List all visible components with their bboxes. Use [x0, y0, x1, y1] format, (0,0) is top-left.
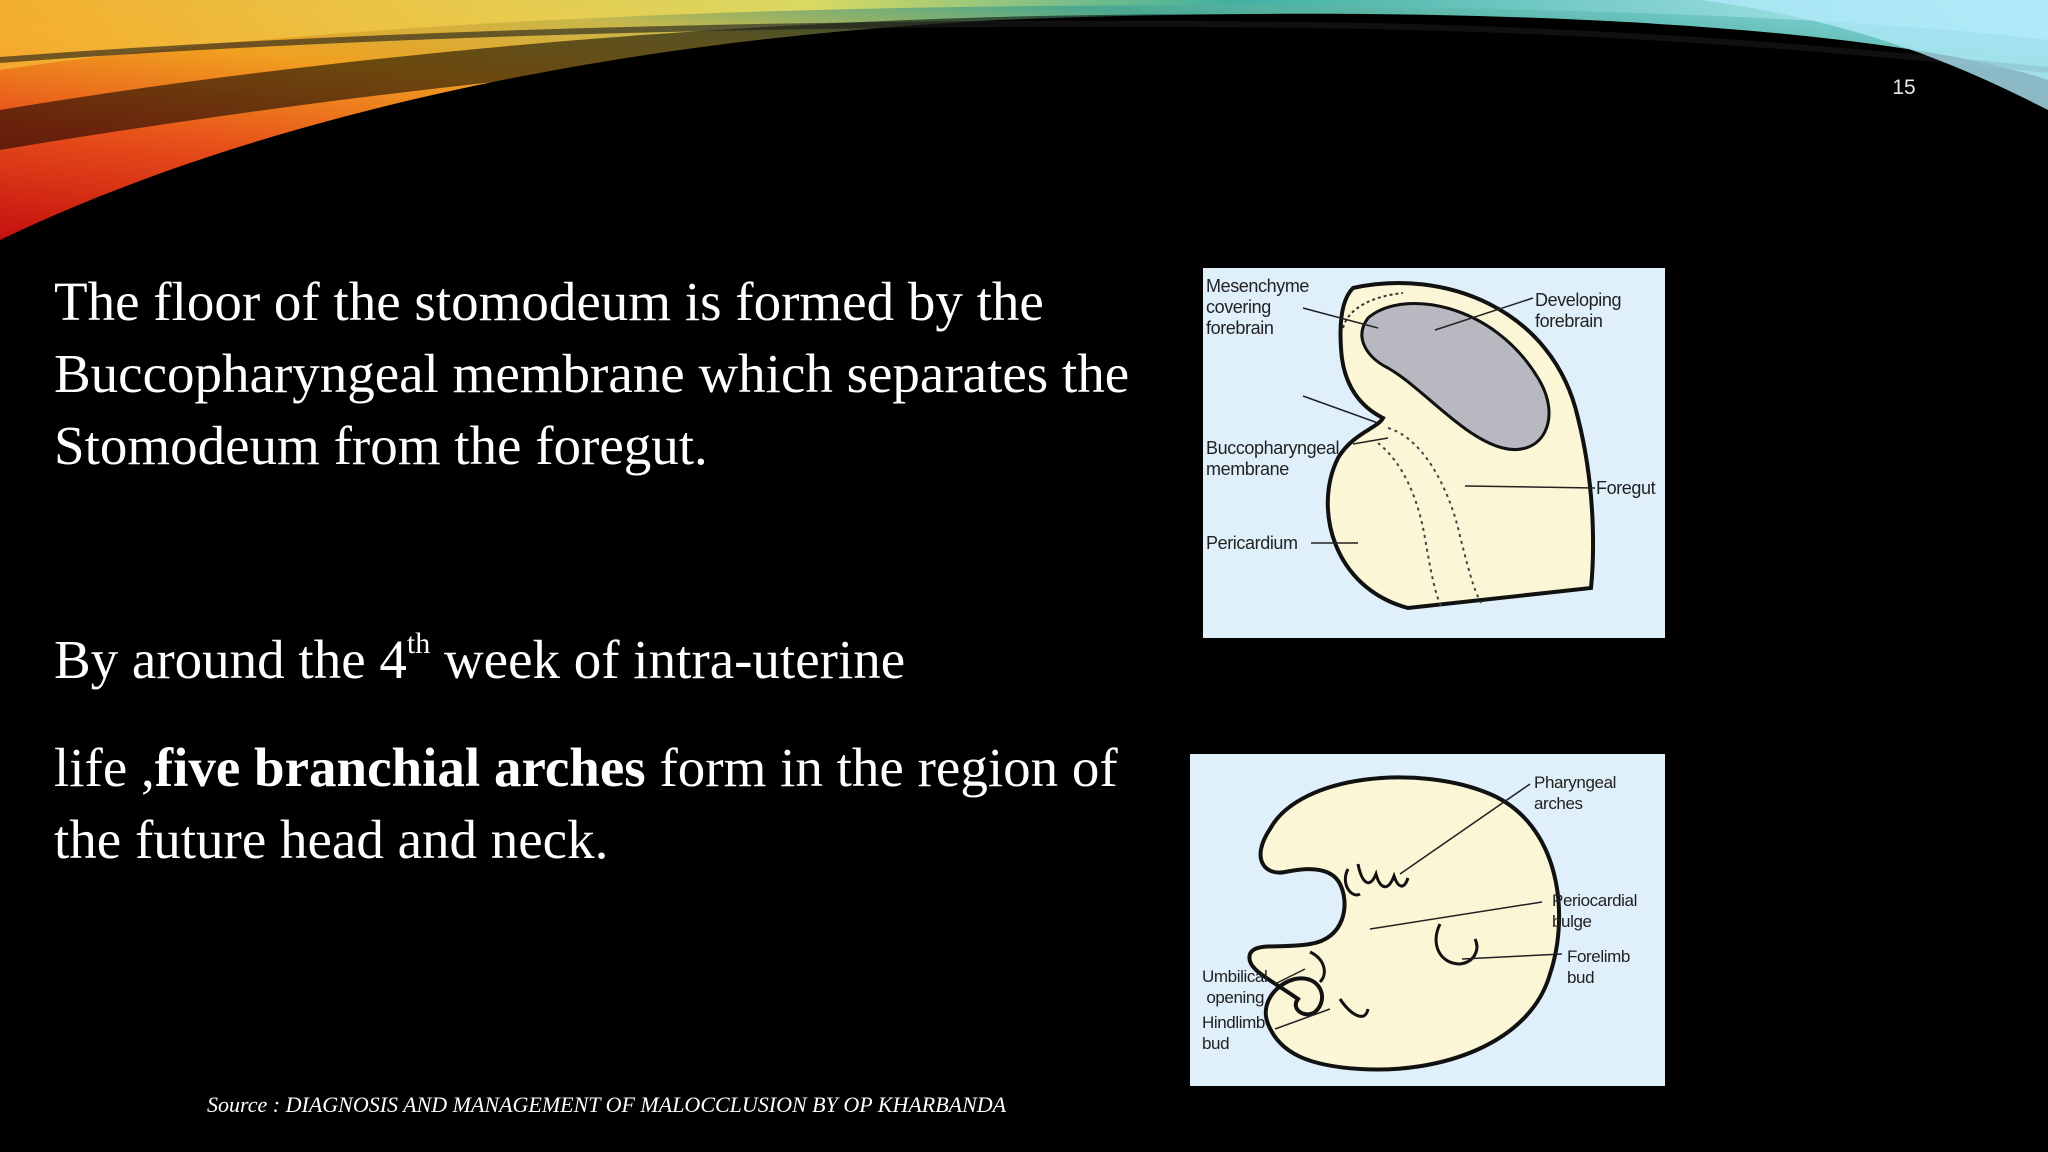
paragraph-stomodeum-floor: The floor of the stomodeum is formed by the Buccopharyngeal membrane which separates the Stomodeum from the foregut.: [54, 271, 1130, 476]
decorative-banner: [0, 0, 2048, 260]
paragraph-branchial-arches: [54, 732, 1174, 876]
label-pharyngeal-arches: Pharyngeal arches: [1534, 773, 1617, 813]
label-hindlimb-bud: Hindlimb bud: [1202, 1013, 1265, 1053]
source-citation: Source : DIAGNOSIS AND MANAGEMENT OF MALOCCLUSION BY OP KHARBANDA: [207, 1092, 1007, 1117]
label-forelimb-bud: Forelimb bud: [1567, 947, 1630, 987]
paragraph-fourth-week: [54, 624, 1174, 696]
p2-text-before: By around the 4: [54, 629, 407, 690]
label-mesenchyme: Mesenchyme covering forebrain: [1206, 276, 1310, 338]
p3-text-after: form in the region of the future head and neck.: [54, 737, 1118, 870]
label-pericardium: Pericardium: [1206, 533, 1298, 553]
p3-text-before: life ,: [54, 737, 155, 798]
p2-text-after: week of intra-uterine: [430, 629, 906, 690]
label-pericardial-bulge: Periocardial bulge: [1552, 891, 1637, 931]
label-umbilical-opening: Umbilical opening: [1202, 967, 1268, 1007]
label-foregut: Foregut: [1596, 478, 1656, 498]
label-buccopharyngeal-membrane: Buccopharyngeal membrane: [1206, 438, 1340, 479]
slide-number: 15: [1892, 76, 1916, 99]
label-developing-forebrain: Developing forebrain: [1535, 290, 1622, 331]
p3-bold-text: five branchial arches: [154, 737, 646, 798]
figure-embryo-external: [1190, 754, 1665, 1086]
p2-superscript: th: [406, 626, 431, 660]
figure-stomodeum-section: [1203, 268, 1665, 638]
